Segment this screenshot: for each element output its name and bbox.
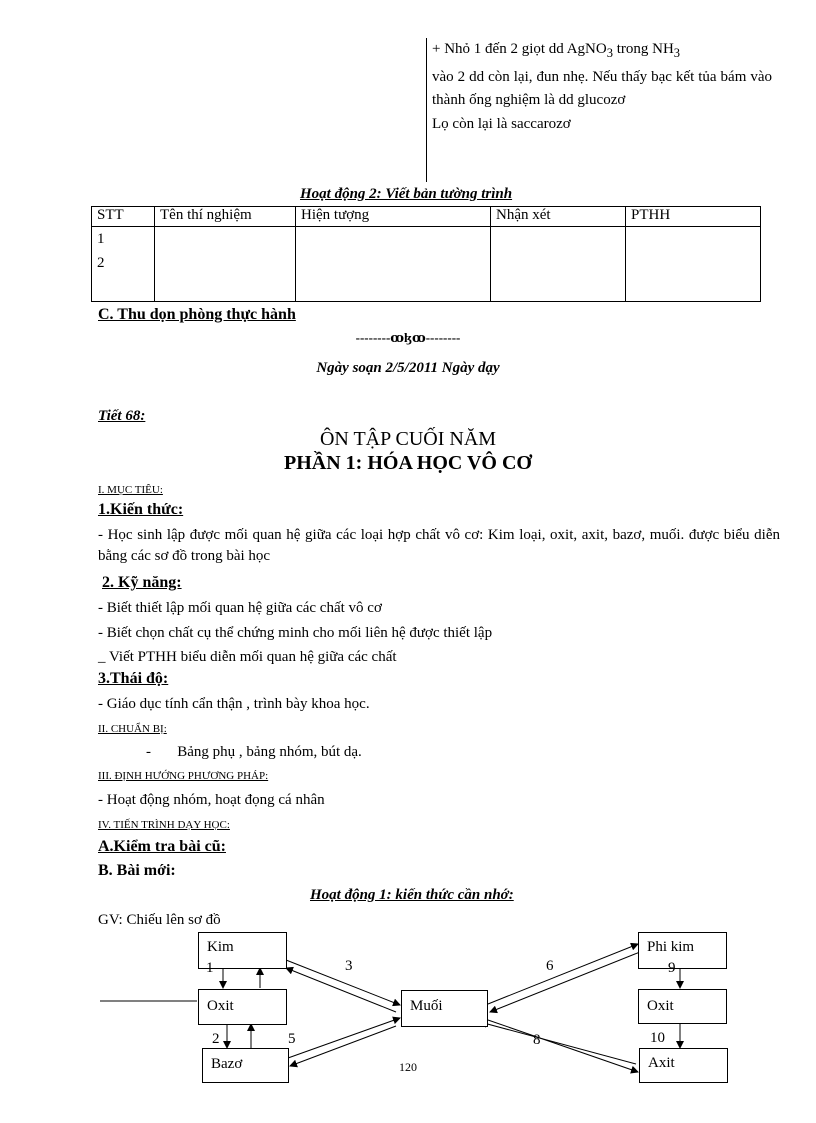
page-subtitle: PHẦN 1: HÓA HỌC VÔ CƠ	[284, 452, 532, 474]
preparation-text: - Bảng phụ , bảng nhóm, bút dạ.	[146, 744, 362, 760]
stt-cell: 1 2	[92, 227, 155, 302]
new-lesson-heading: B. Bài mới:	[98, 862, 176, 879]
section-objectives: I. MỤC TIÊU:	[98, 484, 163, 496]
arrow-5	[288, 1018, 400, 1058]
col-header: PTHH	[626, 207, 761, 227]
arrow-label: 2	[212, 1031, 220, 1047]
page-number: 120	[399, 1060, 417, 1074]
review-heading: A.Kiểm tra bài cũ:	[98, 838, 226, 855]
col-header: Nhận xét	[491, 207, 626, 227]
skill-item: _ Viết PTHH biểu diễn mối quan hệ giữa các chất	[98, 649, 397, 665]
col-header: STT	[92, 207, 155, 227]
skill-item: - Biết chọn chất cụ thể chứng minh cho mối liên hệ được thiết lập	[98, 625, 493, 641]
col-header: Hiện tượng	[296, 207, 491, 227]
arrow-3-reverse	[286, 968, 396, 1012]
page-title: ÔN TẬP CUỐI NĂM	[319, 428, 497, 450]
node-axit: Axit	[639, 1048, 728, 1083]
activity1-title: Hoạt động 1: kiến thức cần nhớ:	[310, 887, 514, 903]
section-preparation: II. CHUẨN BỊ:	[98, 723, 167, 735]
node-kim: Kim	[198, 932, 287, 969]
arrow-label: 9	[668, 960, 676, 976]
node-bazo: Bazơ	[202, 1048, 289, 1083]
node-muoi: Muối	[401, 990, 488, 1027]
skill-item: - Biết thiết lập mối quan hệ giữa các chất vô cơ	[98, 600, 382, 616]
knowledge-heading: 1.Kiến thức:	[98, 501, 184, 518]
date-line: Ngày soạn 2/5/2011 Ngày dạy	[316, 360, 500, 376]
lesson-number: Tiết 68:	[98, 408, 146, 424]
note-line1: + Nhỏ 1 đến 2 giọt dd AgNO$_3$ trong $NH_3$	[432, 41, 681, 60]
method-text: - Hoạt động nhóm, hoạt đọng cá nhân	[98, 792, 325, 808]
arrow-6	[488, 944, 638, 1004]
note-last: Lọ còn lại là saccarozơ	[432, 115, 571, 132]
node-oxit-right: Oxit	[638, 989, 727, 1024]
arrow-8-reverse	[480, 1022, 636, 1064]
knowledge-text: - Học sinh lập được mối quan hệ giữa các loại hợp chất vô cơ: Kim loại, oxit, axit, bazơ, muối. được biểu diễn bằng các sơ đồ trong bài học	[98, 527, 780, 564]
cleanup-heading: C. Thu dọn phòng thực hành	[98, 306, 296, 323]
section-method: III. ĐỊNH HƯỚNG PHƯƠNG PHÁP:	[98, 770, 269, 782]
arrow-label: 10	[650, 1030, 665, 1046]
arrow-label: 6	[546, 958, 554, 974]
attitude-text: - Giáo dục tính cẩn thận , trình bày khoa học.	[98, 696, 370, 712]
node-phi-kim: Phi kim	[638, 932, 727, 969]
note-paragraph: vào 2 dd còn lại, đun nhẹ. Nếu thấy bạc kết tủa bám vào thành ống nghiệm là dd glucozơ	[432, 68, 772, 108]
node-oxit-left: Oxit	[198, 989, 287, 1025]
arrow-label: 5	[288, 1031, 296, 1047]
arrow-6-reverse	[490, 952, 640, 1012]
col-header: Tên thí nghiệm	[155, 207, 296, 227]
skills-heading: 2. Kỹ năng:	[102, 574, 182, 591]
arrow-label: 1	[206, 960, 214, 976]
arrow-3	[286, 960, 400, 1005]
gv-line: GV: Chiếu lên sơ đồ	[98, 912, 221, 928]
attitude-heading: 3.Thái độ:	[98, 670, 169, 687]
ornament-divider: --------ꝏɮꝏ--------	[355, 330, 461, 345]
section-process: IV. TIẾN TRÌNH DẠY HỌC:	[98, 819, 230, 831]
activity2-title: Hoạt động 2: Viết bản tường trình	[300, 186, 513, 202]
arrow-label: 3	[345, 958, 353, 974]
arrow-label: 8	[533, 1032, 541, 1048]
